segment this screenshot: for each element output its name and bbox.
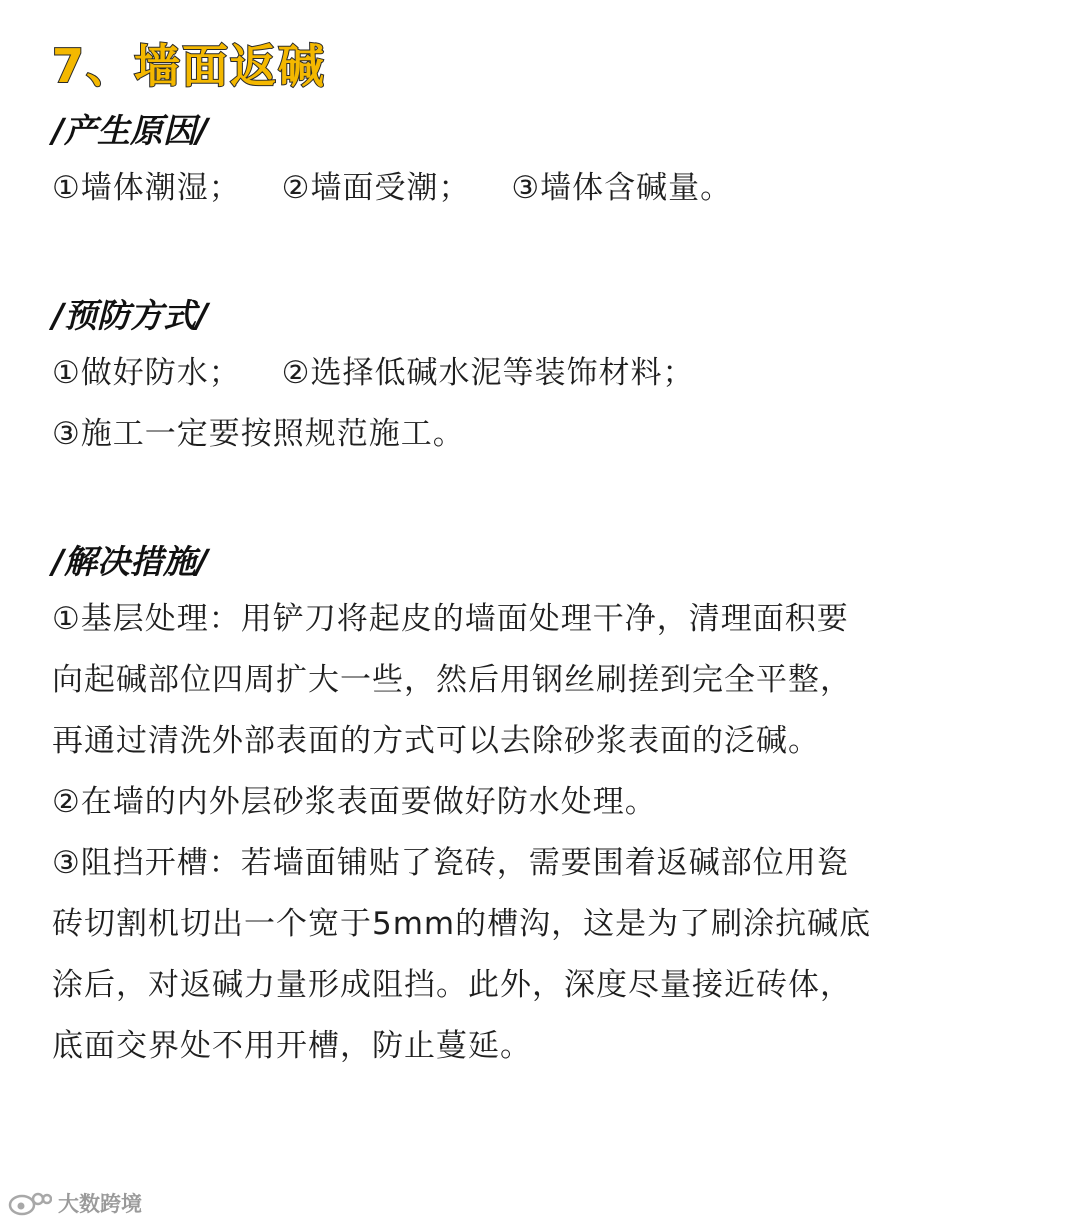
cause-line <box>52 158 1042 219</box>
cause-item: ①墙体潮湿； <box>52 170 241 206</box>
cause-item: ②墙面受潮； <box>281 170 471 206</box>
cause-heading: /产生原因/ <box>52 111 209 150</box>
solution-line: 涂后，对返碱力量形成阻挡。此外，深度尽量接近砖体， <box>52 967 852 1003</box>
prevention-line <box>52 343 1042 404</box>
section-spacer <box>52 465 1042 535</box>
prevention-heading: /预防方式/ <box>52 296 209 335</box>
solution-line: 底面交界处不用开槽，防止蔓延。 <box>52 1028 532 1064</box>
solution-line: ②在墙的内外层砂浆表面要做好防水处理。 <box>52 784 657 820</box>
cause-item: ③墙体含碱量。 <box>511 170 733 206</box>
solution-heading: /解决措施/ <box>52 542 209 581</box>
watermark <box>8 1188 142 1218</box>
solution-line: 砖切割机切出一个宽于5mm的槽沟，这是为了刷涂抗碱底 <box>52 906 872 942</box>
section-spacer <box>52 219 1042 289</box>
solution-line: ①基层处理：用铲刀将起皮的墙面处理干净，清理面积要 <box>52 601 849 637</box>
solution-line: 向起碱部位四周扩大一些，然后用钢丝刷搓到完全平整， <box>52 662 852 698</box>
prevention-item: ①做好防水； <box>52 355 241 391</box>
article <box>52 36 1042 1077</box>
solution-line: 再通过清洗外部表面的方式可以去除砂浆表面的泛碱。 <box>52 723 820 759</box>
watermark-text: 大数跨境 <box>58 1192 142 1216</box>
weibo-logo-icon <box>8 1190 52 1216</box>
prevention-item: ②选择低碱水泥等装饰材料； <box>281 355 695 391</box>
solution-line: ③阻挡开槽：若墙面铺贴了瓷砖，需要围着返碱部位用瓷 <box>52 845 849 881</box>
prevention-line: ③施工一定要按照规范施工。 <box>52 416 465 452</box>
page-title: 7、墙面返碱 <box>52 39 327 93</box>
